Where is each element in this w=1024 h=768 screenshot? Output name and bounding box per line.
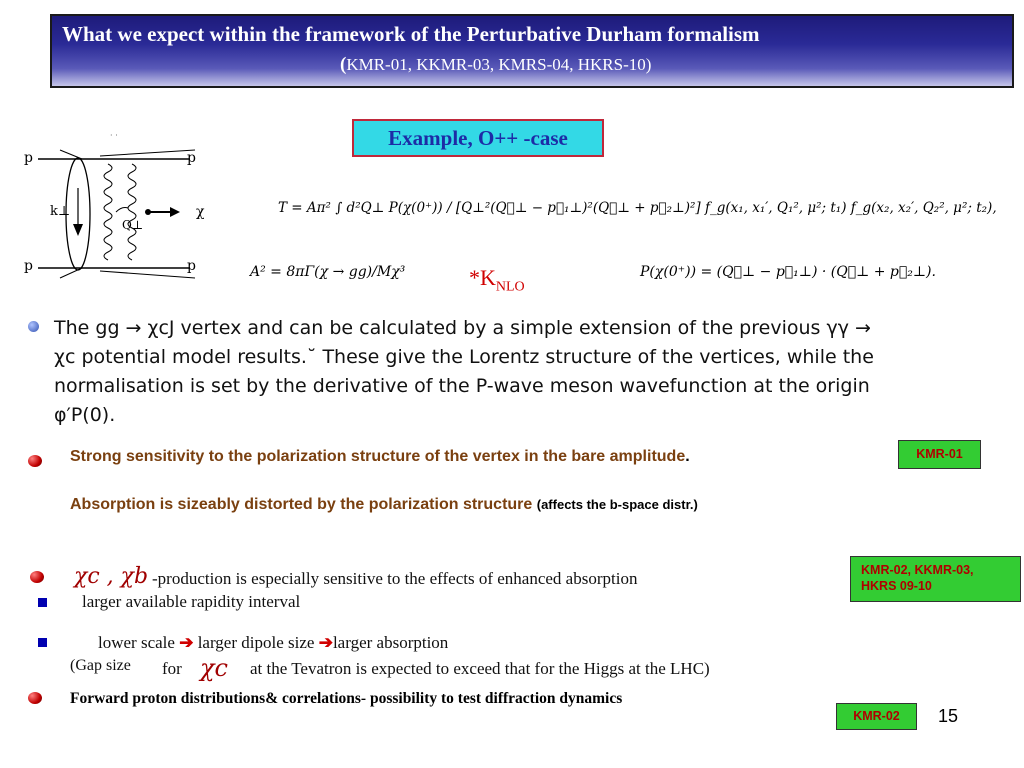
rapidity-text: larger available rapidity interval bbox=[82, 592, 301, 611]
diagram-label-p-top-left: p bbox=[24, 150, 33, 166]
gap-chi-symbol: χc bbox=[200, 654, 228, 682]
diagram-label-q-perp: Q⊥ bbox=[122, 218, 144, 232]
sensitivity-text bbox=[70, 448, 690, 466]
paragraph-bullet bbox=[28, 321, 39, 332]
square-bullet-rapidity bbox=[38, 598, 47, 607]
tag-kmr02: KMR-02 bbox=[836, 703, 917, 730]
larger-absorption-text: larger absorption bbox=[332, 633, 449, 652]
amplitude-equation: T = Aπ² ∫ d²Q⊥ P(χ(0⁺)) / [Q⊥²(Q⃗⊥ − p⃗₁⊥)²(Q⃗⊥ + p⃗₂⊥)²] f_g(x₁, x₁′, Q₁², μ²; t₁) f_g(x₂, x₂′, Q₂², μ²; t₂), bbox=[278, 200, 997, 216]
normalisation-equation: A² = 8πΓ(χ → gg)/Mχ³ bbox=[250, 264, 406, 280]
dipole-text: larger dipole size bbox=[197, 633, 315, 652]
chi-c-b-symbols: χc , χb bbox=[74, 564, 149, 589]
example-box: Example, O++ -case bbox=[352, 119, 604, 157]
sensitivity-main: Strong sensitivity to the polarization structure of the vertex in the bare amplitude bbox=[70, 448, 686, 465]
sensitivity-period: . bbox=[685, 448, 690, 465]
knlo-factor bbox=[469, 265, 525, 295]
bullet-sensitivity bbox=[28, 455, 42, 467]
arrow-right-icon: ➔ bbox=[318, 633, 333, 652]
diagram-label-k-perp: k⊥ bbox=[50, 204, 71, 219]
diagram-label-chi: χ bbox=[196, 204, 205, 220]
page-number: 15 bbox=[938, 706, 959, 726]
slide-subtitle bbox=[340, 54, 651, 76]
scale-chain bbox=[98, 633, 448, 653]
knlo-sub: NLO bbox=[495, 279, 525, 295]
absorption-text bbox=[70, 496, 698, 514]
bullet-forward bbox=[28, 692, 42, 704]
lower-scale-text: lower scale bbox=[98, 633, 175, 652]
subtitle-paren: ( bbox=[340, 54, 347, 75]
chi-production-text: -production is especially sensitive to the effects of enhanced absorption bbox=[152, 569, 638, 588]
diagram-label-p-bottom-left: p bbox=[24, 258, 33, 274]
tag-kmr01: KMR-01 bbox=[898, 440, 981, 469]
absorption-note: (affects the b-space distr.) bbox=[536, 497, 698, 512]
bullet-chi-production bbox=[30, 571, 44, 583]
diagram-label-p-bottom-right: p bbox=[187, 258, 196, 274]
gap-rest-text: at the Tevatron is expected to exceed that for the Higgs at the LHC) bbox=[250, 659, 710, 678]
vertex-paragraph: The gg → χcJ vertex and can be calculated by a simple extension of the previous γγ → χc potential model results.˘ These give the Lorentz structure of the vertices, while the normalisation is set by the derivative of the P-wave meson wavefunction at the origin φ′P(0). bbox=[54, 317, 874, 426]
gap-for-text: for bbox=[162, 659, 182, 678]
svg-text:· ·: · · bbox=[110, 131, 118, 140]
knlo-star: *K bbox=[469, 265, 496, 290]
slide-title: What we expect within the framework of the Perturbative Durham formalism bbox=[62, 22, 760, 46]
tag-kmr02-multi: KMR-02, KKMR-03, HKRS 09-10 bbox=[850, 556, 1021, 602]
absorption-main: Absorption is sizeably distorted by the polarization structure bbox=[70, 496, 533, 513]
arrow-right-icon: ➔ bbox=[179, 633, 194, 652]
forward-proton-text: Forward proton distributions& correlations- possibility to test diffraction dynamics bbox=[70, 690, 623, 707]
gap-size-text: (Gap size bbox=[70, 657, 131, 674]
vertex-equation: P(χ(0⁺)) = (Q⃗⊥ − p⃗₁⊥) · (Q⃗⊥ + p⃗₂⊥). bbox=[640, 264, 936, 280]
subtitle-refs: KMR-01, KKMR-03, KMRS-04, HKRS-10) bbox=[346, 55, 652, 74]
square-bullet-scale bbox=[38, 638, 47, 647]
diagram-label-p-top-right: p bbox=[187, 150, 196, 166]
